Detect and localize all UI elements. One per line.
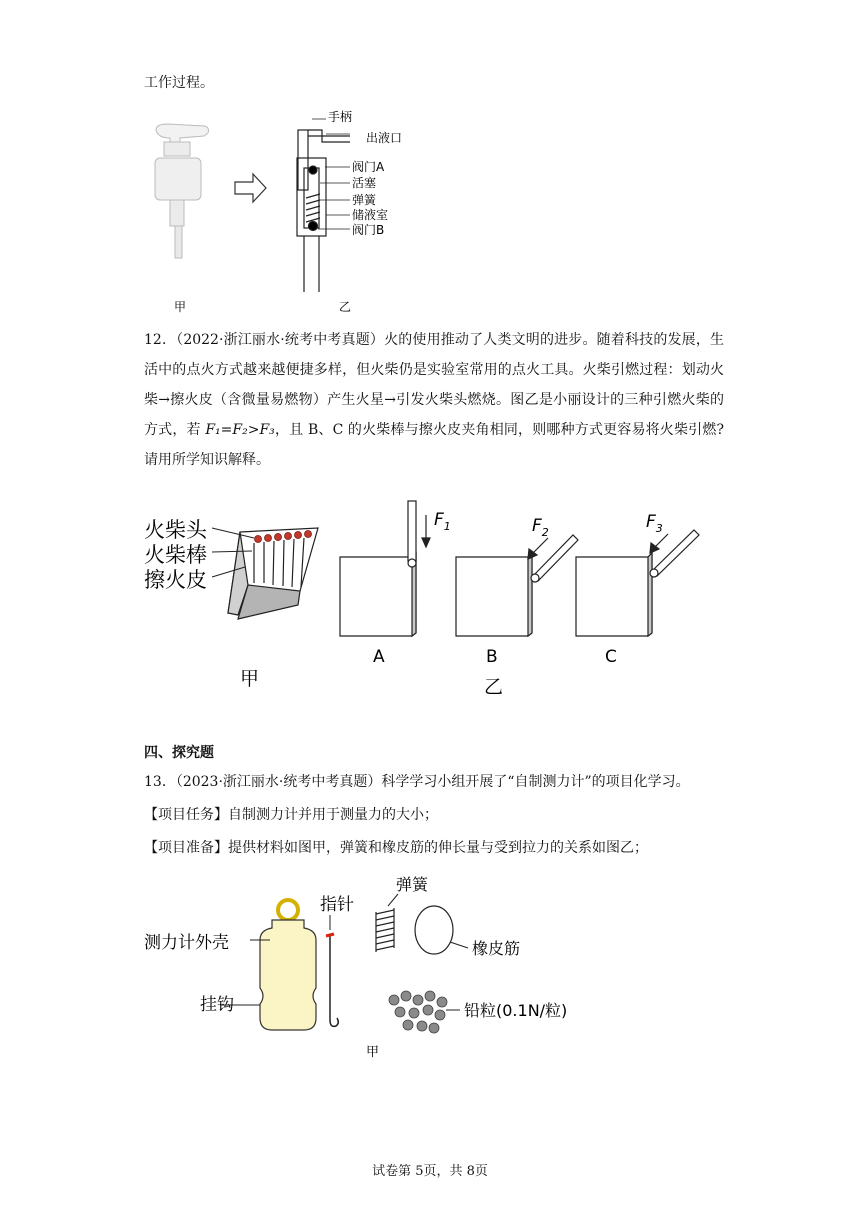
hook <box>330 1012 338 1026</box>
case-c-label: C <box>605 647 617 667</box>
match-figure <box>140 495 730 695</box>
pump-photo <box>155 124 209 258</box>
label-spring: 弹簧 <box>352 193 377 207</box>
intro-tail-text: 工作过程。 <box>144 75 214 91</box>
case-a <box>340 501 430 636</box>
match-box <box>228 528 318 619</box>
match-caption-right: 乙 <box>484 676 504 695</box>
question-12-text-b: ，且 B、C 的火柴棒与擦火皮夹角相同，则哪种方式更容易将火柴引燃?请用所学知识解释。 <box>144 422 725 468</box>
label-spring-material: 弹簧 <box>396 875 429 894</box>
question-12 <box>144 325 724 475</box>
project-prep: 【项目准备】提供材料如图甲，弹簧和橡皮筋的伸长量与受到拉力的关系如图乙； <box>144 840 648 856</box>
label-striker: 擦火皮 <box>144 568 207 592</box>
rubber-band <box>415 906 453 954</box>
right-arrow-icon <box>235 174 266 202</box>
label-valve-b: 阀门B <box>352 223 385 237</box>
force-f1: $F_1$ <box>434 510 451 533</box>
case-b-label: B <box>486 647 498 667</box>
force-f2: $F_2$ <box>532 516 549 539</box>
pointer-mark <box>326 934 334 936</box>
case-b <box>456 535 578 636</box>
label-valve-a: 阀门A <box>352 160 385 174</box>
hanging-ring <box>278 900 298 920</box>
project-task: 【项目任务】自制测力计并用于测量力的大小； <box>144 807 438 823</box>
label-lead-pellets: 铅粒(0.1N/粒) <box>464 1001 568 1020</box>
label-shell: 测力计外壳 <box>144 933 229 953</box>
pump-figure <box>140 100 460 320</box>
page-footer: 试卷第 5页，共 8页 <box>372 1164 488 1179</box>
label-pointer: 指针 <box>320 895 354 915</box>
force-f3: $F_3$ <box>646 512 663 535</box>
label-rubber-band: 橡皮筋 <box>472 939 521 958</box>
pump-diagram <box>297 119 350 292</box>
force-meter-figure <box>140 870 620 1070</box>
case-c <box>576 530 699 636</box>
meter-caption: 甲 <box>366 1045 380 1060</box>
label-match-head: 火柴头 <box>144 518 207 542</box>
caption-left: 甲 <box>174 300 187 314</box>
label-piston: 活塞 <box>352 176 377 190</box>
label-handle: 手柄 <box>328 110 353 124</box>
question-13-intro: 13．（2023·浙江丽水·统考中考真题）科学学习小组开展了“自制测力计”的项目化学习。 <box>144 774 690 790</box>
meter-shell <box>260 920 316 1030</box>
section-title: 四、探究题 <box>144 745 214 761</box>
case-a-label: A <box>373 647 385 667</box>
caption-right: 乙 <box>339 300 352 314</box>
question-12-text-a: 12．（2022·浙江丽水·统考中考真题）火的使用推动了人类文明的进步。随着科技的发展，生活中的点火方式越来越便捷多样，但火柴仍是实验室常用的点火工具。火柴引燃过程：划动火柴→擦火皮（含微量易燃物）产生火星→引发火柴头燃烧。图乙是小丽设计的三种引燃火柴的方式，若 <box>144 332 724 438</box>
label-outlet: 出液口 <box>366 131 403 145</box>
label-match-stick: 火柴棒 <box>144 543 207 567</box>
force-relation: F₁=F₂>F₃ <box>205 422 275 438</box>
lead-pellets <box>389 991 447 1033</box>
label-hook: 挂钩 <box>200 995 234 1015</box>
spring-coil <box>376 908 394 952</box>
label-chamber: 储液室 <box>352 208 389 222</box>
match-caption-left: 甲 <box>240 668 260 690</box>
